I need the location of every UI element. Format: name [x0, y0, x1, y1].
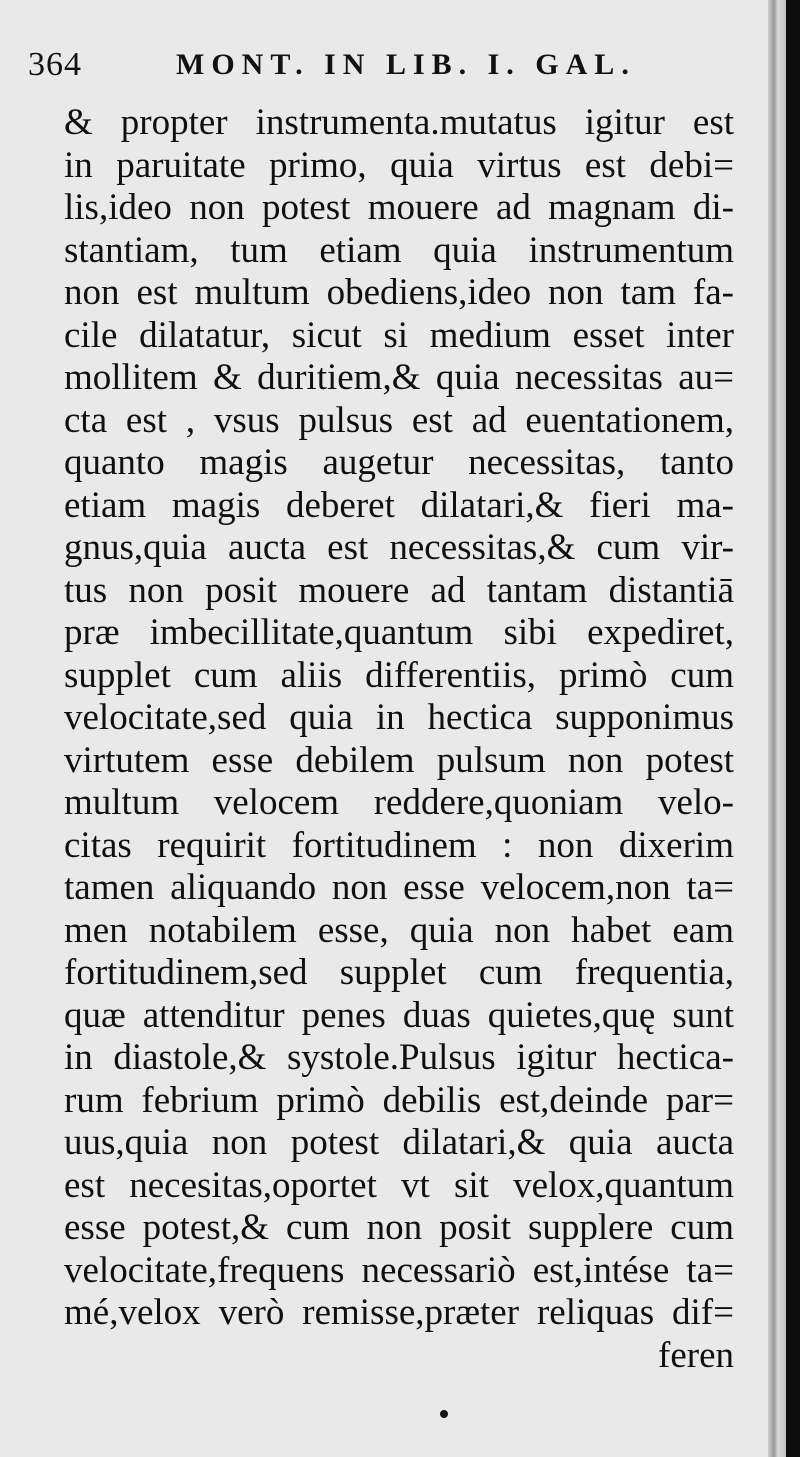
- text-line: & propter instrumenta.mutatus igitur est: [64, 102, 734, 143]
- running-title: MONT. IN LIB. I. GAL.: [176, 48, 636, 81]
- text-line: velocitate,sed quia in hectica supponimus: [64, 697, 734, 738]
- text-line: gnus,quia aucta est necessitas,& cum vir-: [64, 527, 734, 568]
- text-line: stantiam, tum etiam quia instrumentum: [64, 229, 734, 271]
- text-line: virtutem esse debilem pulsum non potest: [64, 739, 734, 781]
- catchword: feren: [658, 1334, 734, 1376]
- text-line: multum velocem reddere,quoniam velo-: [64, 782, 734, 823]
- text-line: mollitem & duritiem,& quia necessitas au=: [64, 357, 734, 398]
- text-line: in paruitate primo, quia virtus est debi=: [64, 144, 734, 186]
- body-text: [64, 102, 734, 1377]
- text-line: velocitate,frequens necessariò est,intése ta=: [64, 1249, 734, 1291]
- text-line: tus non posit mouere ad tantam distantiā: [64, 569, 734, 611]
- text-line: quanto magis augetur necessitas, tanto: [64, 442, 734, 483]
- text-line: quæ attenditur penes duas quietes,quę sunt: [64, 994, 734, 1036]
- text-line: uus,quia non potest dilatari,& quia aucta: [64, 1122, 734, 1163]
- scan-border: [786, 0, 800, 1457]
- ink-speck: [440, 1410, 448, 1418]
- text-line: men notabilem esse, quia non habet eam: [64, 909, 734, 951]
- text-line: cile dilatatur, sicut si medium esset inter: [64, 314, 734, 356]
- page-header: [28, 46, 728, 90]
- text-line: lis,ideo non potest mouere ad magnam di-: [64, 187, 734, 228]
- text-line: tamen aliquando non esse velocem,non ta=: [64, 867, 734, 908]
- text-line: esse potest,& cum non posit supplere cum: [64, 1207, 734, 1248]
- text-line: præ imbecillitate,quantum sibi expediret,: [64, 612, 734, 653]
- page-number: 364: [28, 46, 82, 83]
- text-line: supplet cum aliis differentiis, primò cum: [64, 654, 734, 696]
- text-line: in diastole,& systole.Pulsus igitur hectica-: [64, 1037, 734, 1078]
- text-line: etiam magis deberet dilatari,& fieri ma-: [64, 484, 734, 526]
- text-line: non est multum obediens,ideo non tam fa-: [64, 272, 734, 313]
- text-line: est necesitas,oportet vt sit velox,quantum: [64, 1164, 734, 1206]
- text-line: fortitudinem,sed supplet cum frequentia,: [64, 952, 734, 993]
- text-line: citas requirit fortitudinem : non dixerim: [64, 824, 734, 866]
- text-line: mé,velox verò remisse,præter reliquas dif=: [64, 1292, 734, 1333]
- text-line: rum febrium primò debilis est,deinde par=: [64, 1079, 734, 1121]
- text-line: cta est , vsus pulsus est ad euentationem,: [64, 399, 734, 441]
